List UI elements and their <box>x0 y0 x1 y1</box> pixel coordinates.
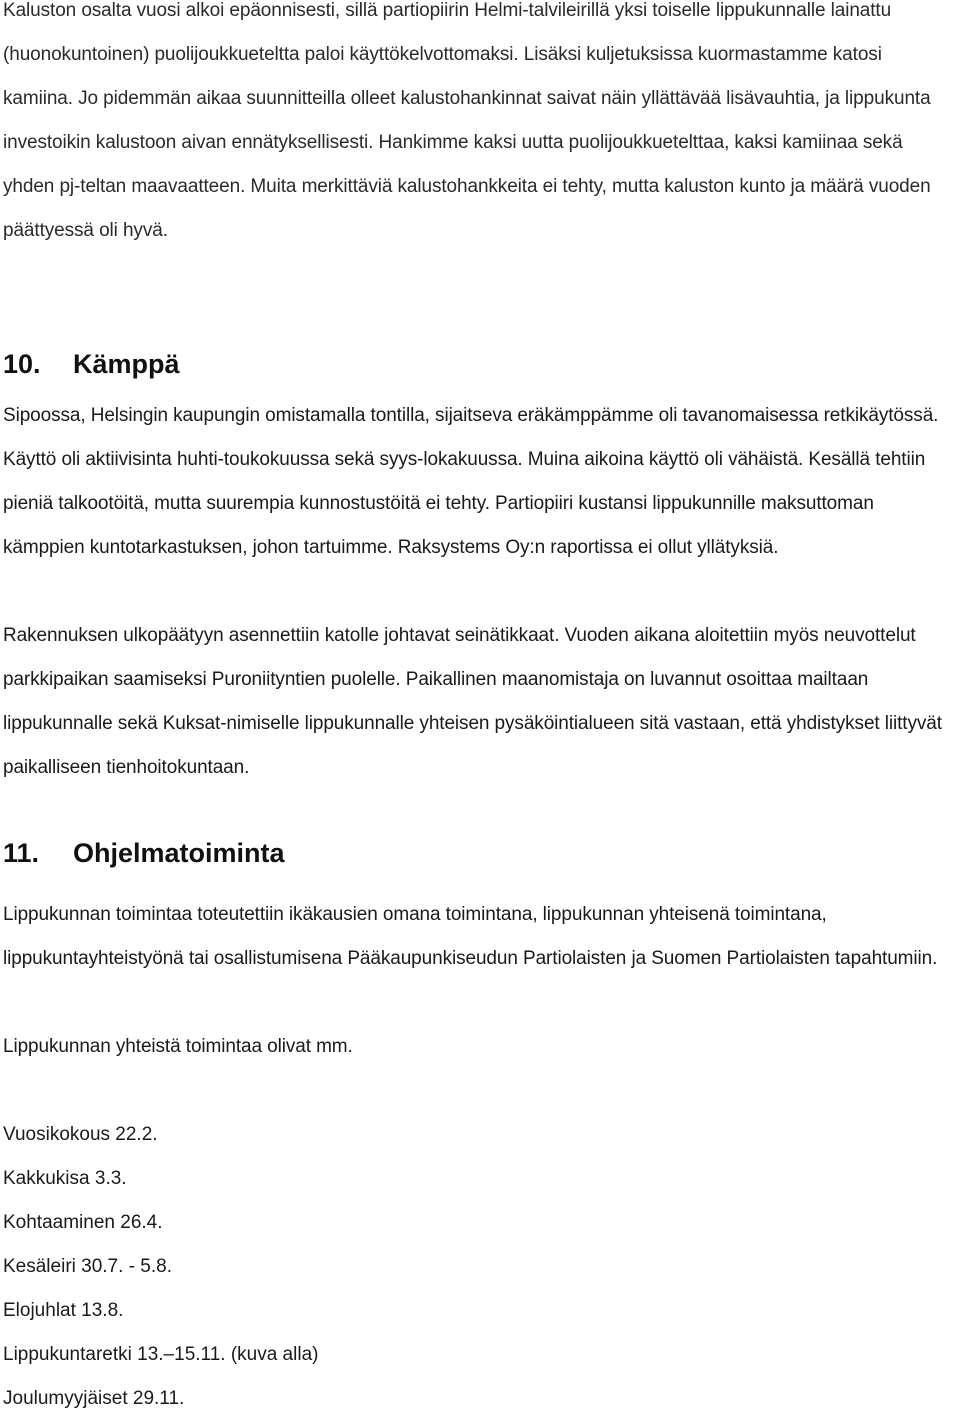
event-list <box>3 1113 318 1421</box>
list-item: Vuosikokous 22.2. <box>3 1124 158 1145</box>
kamppa-paragraph-1: Sipoossa, Helsingin kaupungin omistamalla tontilla, sijaitseva eräkämppämme oli tavanomaisessa retkikäytössä. Käyttö oli aktiivisinta huhti-toukokuussa sekä syys-lokakuussa. Muina aikoina käyttö oli vähäistä. Kesällä tehtiin pieniä talkootöitä, mutta suurempia kunnostustöitä ei tehty. Partiopiiri kustansi lippukunnille maksuttoman kämppien kuntotarkastuksen, johon tartuimme. Raksystems Oy:n raportissa ei ollut yllätyksiä. <box>3 405 939 558</box>
section-title: Kämppä <box>73 349 180 379</box>
list-item: Kesäleiri 30.7. - 5.8. <box>3 1256 172 1277</box>
list-item: Kohtaaminen 26.4. <box>3 1212 163 1233</box>
list-item: Kakkukisa 3.3. <box>3 1168 127 1189</box>
ohjelma-paragraph-1: Lippukunnan toimintaa toteutettiin ikäkausien omana toimintana, lippukunnan yhteisenä toimintana, lippukuntayhteistyönä tai osallistumisena Pääkaupunkiseudun Partiolaisten ja Suomen Partiolaisten tapahtumiin. <box>3 904 938 969</box>
section-number: 10. <box>3 349 41 379</box>
kamppa-paragraph-2: Rakennuksen ulkopäätyyn asennettiin katolle johtavat seinätikkaat. Vuoden aikana aloitettiin myös neuvottelut parkkipaikan saamiseksi Puroniityntien puolelle. Paikallinen maanomistaja on luvannut osoittaa mailtaan lippukunnalle sekä Kuksat-nimiselle lippukunnalle yhteisen pysäköintialueen sitä vastaan, että yhdistykset liittyvät paikalliseen tienhoitokuntaan. <box>3 625 942 778</box>
ohjelma-paragraph-2: Lippukunnan yhteistä toimintaa olivat mm. <box>3 1036 353 1057</box>
section-number: 11. <box>3 838 40 868</box>
intro-paragraph: Kaluston osalta vuosi alkoi epäonnisesti, sillä partiopiirin Helmi-talvileirillä yksi toiselle lippukunnalle lainattu (huonokuntoinen) puolijoukkueteltta paloi käyttökelvottomaksi. Lisäksi kuljetuksissa kuormastamme katosi kamiina. Jo pidemmän aikaa suunnitteilla olleet kalustohankinnat saivat näin yllättävää lisävauhtia, ja lippukunta investoikin kalustoon aivan ennätyksellisesti. Hankimme kaksi uutta puolijoukkuetelttaa, kaksi kamiinaa sekä yhden pj-teltan maavaatteen. Muita merkittäviä kalustohankkeita ei tehty, mutta kaluston kunto ja määrä vuoden päättyessä oli hyvä. <box>3 0 931 241</box>
section-heading-ohjelmatoiminta <box>3 833 285 873</box>
list-item: Lippukuntaretki 13.–15.11. (kuva alla) <box>3 1344 319 1365</box>
list-item: Joulumyyjäiset 29.11. <box>3 1388 185 1409</box>
list-item: Elojuhlat 13.8. <box>3 1300 124 1321</box>
section-heading-kamppa <box>3 344 180 384</box>
section-title: Ohjelmatoiminta <box>73 838 285 868</box>
